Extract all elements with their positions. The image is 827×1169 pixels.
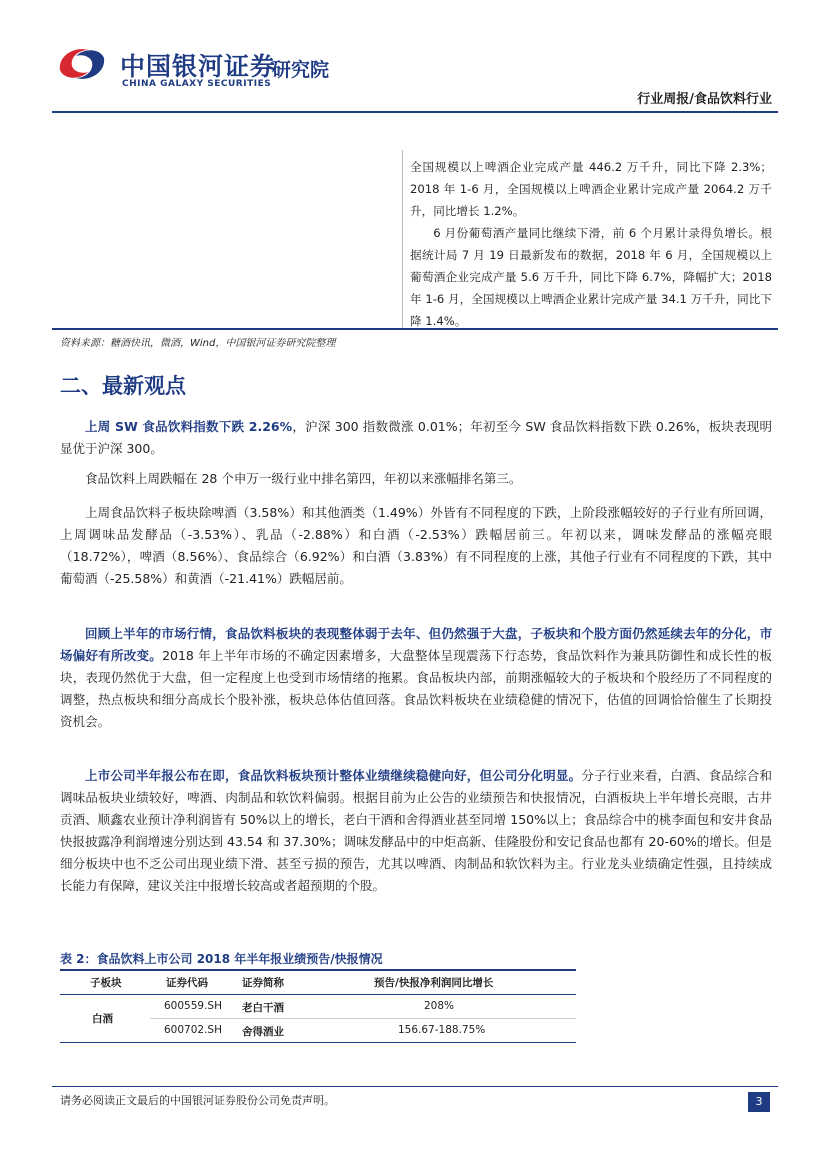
header-divider bbox=[52, 111, 778, 113]
table2-header-sector: 子板块 bbox=[90, 977, 122, 989]
brand-name-cn: 中国银河证券 bbox=[120, 52, 277, 81]
table2-header-rule bbox=[60, 994, 576, 995]
beer-output-text: 全国规模以上啤酒企业完成产量 446.2 万千升，同比下降 2.3%；2018 年 1-6 月，全国规模以上啤酒企业累计完成产量 2064.2 万千升，同比增长 1.2%。 bbox=[410, 160, 772, 218]
footer-disclaimer: 请务必阅读正文最后的中国银河证券股份公司免责声明。 bbox=[60, 1094, 335, 1107]
table2-top-rule bbox=[60, 969, 576, 971]
table2-group-cell: 白酒 bbox=[92, 1013, 113, 1025]
table2-header-growth: 预告/快报净利润同比增长 bbox=[374, 977, 494, 989]
table2-row-code: 600559.SH bbox=[164, 1000, 222, 1012]
table-left-cell bbox=[52, 150, 402, 327]
paragraph-review bbox=[60, 623, 772, 733]
paragraph-bold-lead: 回顾上半年的市场行情，食品饮料板块的表现整体弱于去年、但仍然强于大盘，子板块和个股方面仍然延续去年的分化，市场偏好有所改变。 bbox=[60, 626, 772, 663]
brand-name-en: CHINA GALAXY SECURITIES bbox=[122, 79, 272, 89]
section-title: 二、最新观点 bbox=[60, 374, 186, 398]
paragraph-text: 2018 年上半年市场的不确定因素增多，大盘整体呈现震荡下行态势，食品饮料作为兼具防御性和成长性的板块，表现仍然优于大盘，但一定程度上也受到市场情绪的拖累。食品板块内部，前期涨幅较大的子板块和个股经历了不同程度的调整，热点板块和细分高成长个股补涨，板块总体估值回落。食品饮料板块在业绩稳健的情况下，估值的回调恰恰催生了长期投资机会。 bbox=[60, 648, 772, 729]
table2-row-divider bbox=[150, 1018, 576, 1019]
table2-header-name: 证券简称 bbox=[242, 977, 284, 989]
report-type: 行业周报/食品饮料行业 bbox=[637, 92, 772, 107]
page-number: 3 bbox=[748, 1092, 770, 1112]
paragraph-subsector: 上周食品饮料子板块除啤酒（3.58%）和其他酒类（1.49%）外皆有不同程度的下跌，上阶段涨幅较好的子行业有所回调，上周调味品发酵品（-3.53%）、乳品（-2.88%）和白酒（-2.53%）跌幅居前三。年初以来，调味发酵品的涨幅亮眼（18.72%），啤酒（8.56%）、食品综合（6.92%）和白酒（3.83%）有不同程度的上涨，其他子行业有不同程度的下跌，其中葡萄酒（-25.58%）和黄酒（-21.41%）跌幅居前。 bbox=[60, 505, 772, 586]
table2-header-code: 证券代码 bbox=[166, 977, 208, 989]
paragraph-bold-lead: 上周 SW 食品饮料指数下跌 2.26% bbox=[85, 419, 293, 434]
galaxy-logo-icon bbox=[52, 42, 112, 86]
paragraph-ranking: 食品饮料上周跌幅在 28 个申万一级行业中排名第四，年初以来涨幅排名第三。 bbox=[85, 471, 522, 486]
paragraph-bold-lead: 上市公司半年报公布在即，食品饮料板块预计整体业绩继续稳健向好，但公司分化明显。 bbox=[85, 768, 582, 783]
brand-institute: 研究院 bbox=[272, 59, 330, 81]
paragraph-text: ，沪深 300 指数微涨 0.01%；年初至今 SW 食品饮料指数下跌 0.26%，板块表现明显优于沪深 300。 bbox=[60, 419, 772, 456]
table2-title: 表 2：食品饮料上市公司 2018 年半年报业绩预告/快报情况 bbox=[60, 952, 383, 966]
wine-output-text: 6 月份葡萄酒产量同比继续下滑，前 6 个月累计录得负增长。根据统计局 7 月 19 日最新发布的数据，2018 年 6 月，全国规模以上葡萄酒企业完成产量 5.6 万千升，同比下降 6.7%，降幅扩大；2018 年 1-6 月，全国规模以上啤酒企业累计完成产量 34.1 万千升，同比下降 1.4%。 bbox=[410, 226, 772, 328]
paragraph-earnings bbox=[60, 765, 772, 897]
footer-divider bbox=[52, 1086, 778, 1087]
table-column-divider bbox=[402, 150, 403, 328]
table2-row-growth: 208% bbox=[424, 1000, 455, 1012]
paragraph-text: 分子行业来看，白酒、食品综合和调味品板块业绩较好，啤酒、肉制品和软饮料偏弱。根据目前为止公告的业绩预告和快报情况，白酒板块上半年增长亮眼，古井贡酒、顺鑫农业预计净利润皆有 50%以上的增长，老白干酒和舍得酒业甚至同增 150%以上；食品综合中的桃李面包和安井食品快报披露净利润增速分别达到 43.54 和 37.30%；调味发酵品中的中炬高新、佳隆股份和安记食品也都有 20-60%的增长。但是细分板块中也不乏公司出现业绩下滑、甚至亏损的预告，尤其以啤酒、肉制品和软饮料为主。行业龙头业绩确定性强，且持续成长能力有保障，建议关注中报增长较高或者超预期的个股。 bbox=[60, 768, 772, 893]
table2-bottom-rule bbox=[60, 1042, 576, 1043]
table-bottom-rule bbox=[52, 328, 778, 330]
paragraph-index-performance bbox=[60, 416, 772, 460]
table-source-note: 资料来源：糖酒快讯，微酒，Wind，中国银河证券研究院整理 bbox=[60, 338, 336, 349]
table2-row-growth: 156.67-188.75% bbox=[398, 1024, 486, 1036]
table-right-cell bbox=[410, 156, 772, 332]
table2-row-name: 老白干酒 bbox=[242, 1002, 284, 1014]
table2-row-code: 600702.SH bbox=[164, 1024, 222, 1036]
table2-row-name: 舍得酒业 bbox=[242, 1026, 284, 1038]
